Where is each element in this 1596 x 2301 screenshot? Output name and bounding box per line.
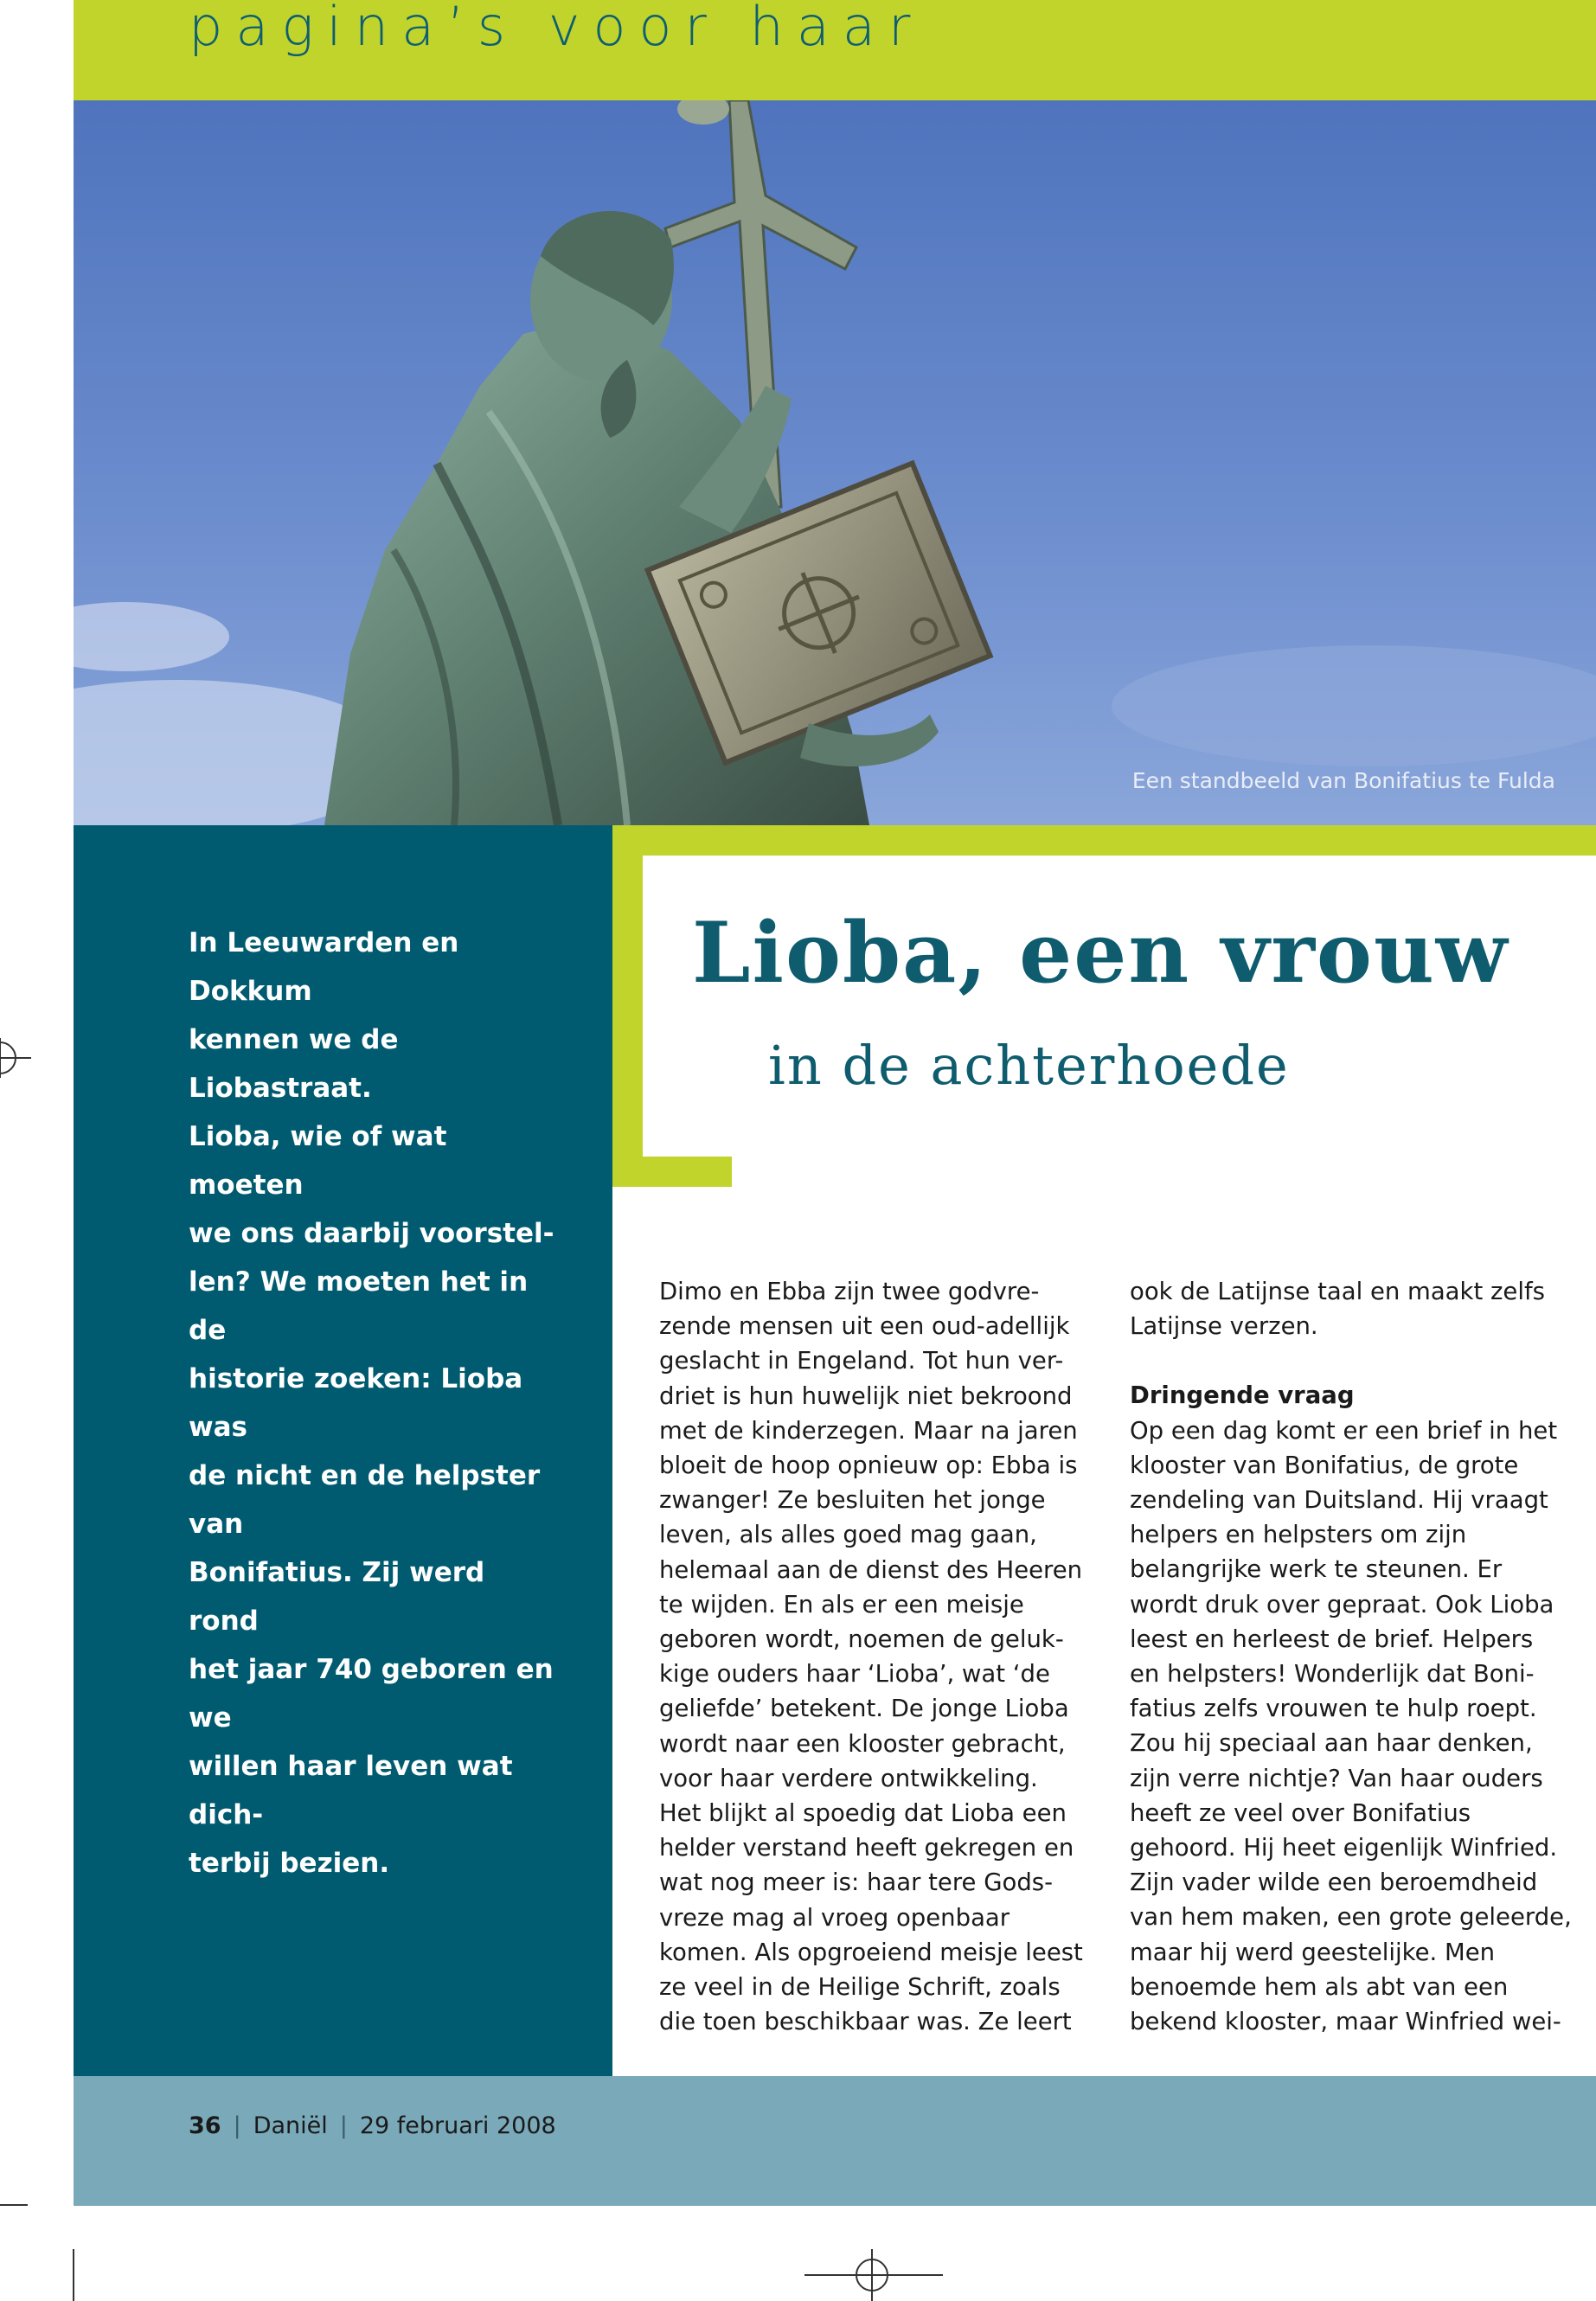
body-column-2 — [1130, 1274, 1572, 2039]
title-frame-left — [612, 825, 643, 1187]
body-line: geboren wordt, noemen de geluk- — [659, 1625, 1064, 1654]
intro-line: het jaar 740 geboren en we — [189, 1654, 554, 1734]
body-line: zwanger! Ze besluiten het jonge — [659, 1486, 1046, 1515]
body-line: van hem maken, een grote geleerde, — [1130, 1903, 1572, 1932]
body-line: ook de Latijnse taal en maakt zelfs — [1130, 1278, 1545, 1305]
registration-mark-icon — [804, 2249, 943, 2301]
body-line: te wijden. En als er een meisje — [659, 1590, 1024, 1618]
page-number: 36 — [189, 2112, 221, 2139]
intro-line: historie zoeken: Lioba was — [189, 1363, 523, 1443]
body-line: geliefde’ betekent. De jonge Lioba — [659, 1695, 1069, 1723]
intro-text — [189, 919, 561, 1888]
section-title: pagina’s voor haar — [189, 0, 924, 58]
body-line: bekend klooster, maar Winfried wei- — [1130, 2008, 1561, 2036]
statue-illustration — [74, 100, 1596, 825]
photo-caption: Een standbeeld van Bonifatius te Fulda — [1131, 768, 1555, 793]
footer-band — [74, 2076, 1596, 2206]
body-line: geslacht in Engeland. Tot hun ver- — [659, 1347, 1064, 1375]
body-line: helpers en helpsters om zijn — [1130, 1521, 1467, 1549]
body-line: belangrijke werk te steunen. Er — [1130, 1555, 1503, 1584]
body-line: voor haar verdere ontwikkeling. — [659, 1764, 1038, 1792]
body-line: en helpsters! Wonderlijk dat Boni- — [1130, 1660, 1535, 1689]
body-line: klooster van Bonifatius, de grote — [1130, 1451, 1519, 1479]
body-line: wordt druk over gepraat. Ook Lioba — [1130, 1590, 1554, 1618]
body-line: Op een dag komt er een brief in het — [1130, 1416, 1558, 1445]
article-subtitle: in de achterhoede — [768, 1034, 1290, 1097]
body-line: Het blijkt al spoedig dat Lioba een — [659, 1799, 1067, 1828]
body-line: Dimo en Ebba zijn twee godvre- — [659, 1278, 1040, 1305]
body-line: helder verstand heeft gekregen en — [659, 1834, 1074, 1862]
magazine-name: Daniël — [253, 2112, 328, 2139]
body-line: leven, als alles goed mag gaan, — [659, 1521, 1037, 1549]
intro-line: len? We moeten het in de — [189, 1266, 529, 1346]
body-line: benoemde hem als abt van een — [1130, 1972, 1509, 2001]
issue-date: 29 februari 2008 — [359, 2112, 556, 2139]
article-title: Lioba, een vrouw — [692, 904, 1509, 1002]
body-line: Latijnse verzen. — [1130, 1312, 1318, 1341]
crop-mark-line — [73, 2249, 74, 2301]
body-column-1 — [659, 1274, 1092, 2039]
subheading: Dringende vraag — [1130, 1381, 1355, 1410]
body-line: driet is hun huwelijk niet bekroond — [659, 1381, 1073, 1410]
body-line: gehoord. Hij heet eigenlijk Winfried. — [1130, 1834, 1558, 1862]
body-line: heeft ze veel over Bonifatius — [1130, 1798, 1471, 1827]
body-line: Zijn vader wilde een beroemdheid — [1130, 1868, 1538, 1897]
footer — [189, 2112, 556, 2139]
body-line: bloeit de hoop opnieuw op: Ebba is — [659, 1452, 1078, 1480]
crop-mark-line — [0, 2204, 28, 2206]
intro-line: terbij bezien. — [189, 1848, 390, 1879]
footer-separator: | — [233, 2112, 241, 2139]
intro-line: willen haar leven wat dich- — [189, 1751, 513, 1830]
body-line: leest en herleest de brief. Helpers — [1130, 1625, 1534, 1653]
body-line: fatius zelfs vrouwen te hulp roept. — [1130, 1695, 1537, 1723]
intro-line: de nicht en de helpster van — [189, 1460, 541, 1540]
body-line: Zou hij speciaal aan haar denken, — [1130, 1729, 1533, 1758]
body-line: ze veel in de Heilige Schrift, zoals — [659, 1973, 1061, 2002]
body-line: wordt naar een klooster gebracht, — [659, 1729, 1066, 1758]
footer-separator: | — [339, 2112, 348, 2139]
title-frame-top — [612, 825, 1596, 856]
body-line: komen. Als opgroeiend meisje leest — [659, 1938, 1083, 1966]
body-line: helemaal aan de dienst des Heeren — [659, 1555, 1083, 1584]
body-line: zende mensen uit een oud-adellijk — [659, 1312, 1070, 1341]
body-line: maar hij werd geestelijke. Men — [1130, 1938, 1496, 1966]
body-line: wat nog meer is: haar tere Gods- — [659, 1868, 1054, 1897]
body-line: zendeling van Duitsland. Hij vraagt — [1130, 1486, 1548, 1515]
statue-photo — [74, 100, 1596, 825]
title-frame-bottom — [612, 1157, 732, 1187]
body-line: die toen beschikbaar was. Ze leert — [659, 2008, 1072, 2036]
intro-line: we ons daarbij voorstel- — [189, 1218, 554, 1249]
body-line: vreze mag al vroeg openbaar — [659, 1903, 1010, 1932]
intro-line: Lioba, wie of wat moeten — [189, 1121, 447, 1201]
body-line: met de kinderzegen. Maar na jaren — [659, 1416, 1078, 1445]
intro-line: Bonifatius. Zij werd rond — [189, 1557, 485, 1637]
body-line: zijn verre nichtje? Van haar ouders — [1130, 1764, 1543, 1792]
registration-mark-icon — [0, 1038, 35, 1078]
body-line: kige ouders haar ‘Lioba’, wat ‘de — [659, 1660, 1050, 1689]
intro-line: In Leeuwarden en Dokkum — [189, 927, 459, 1007]
intro-line: kennen we de Liobastraat. — [189, 1024, 399, 1104]
